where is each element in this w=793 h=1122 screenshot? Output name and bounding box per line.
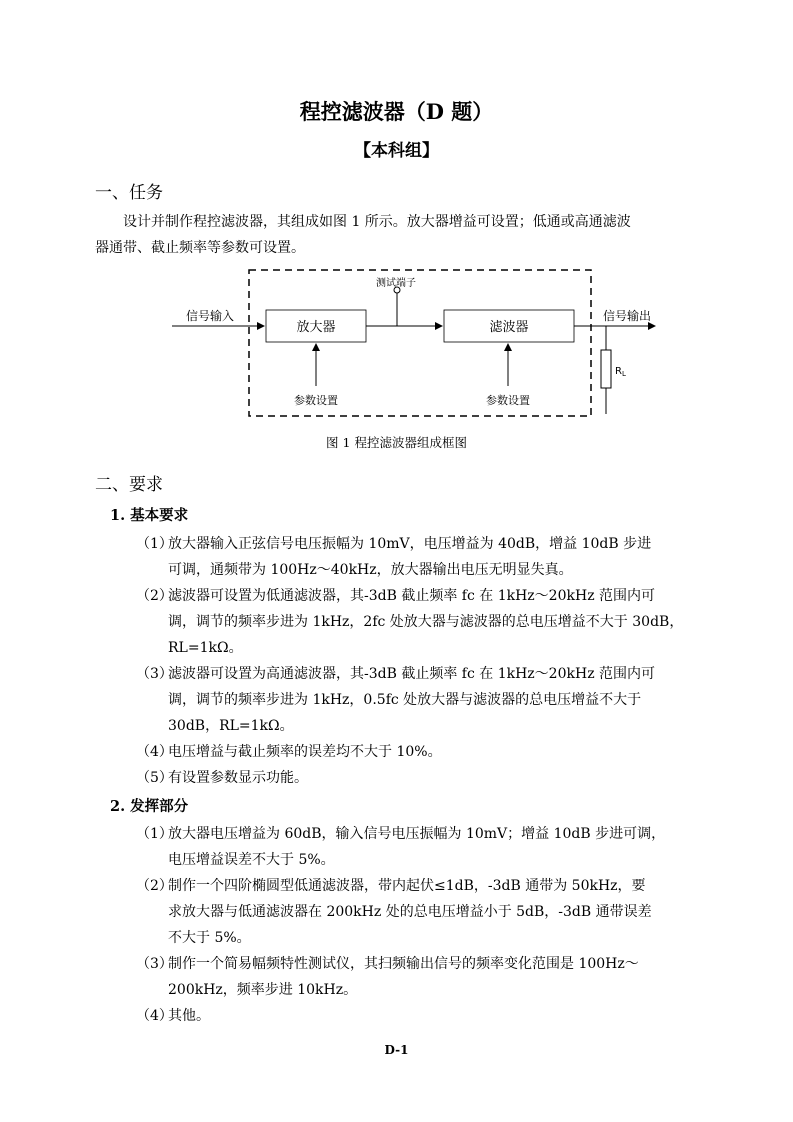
basic-item-4 [136,739,699,765]
item-line: 调，调节的频率步进为 1kHz，2fc 处放大器与滤波器的总电压增益不大于 30dB， [168,614,684,630]
task-paragraph [95,209,699,261]
item-number: （1） [136,536,173,552]
item-line: 有设置参数显示功能。 [168,770,308,786]
item-line: 不大于 5%。 [168,930,251,946]
item-line: 放大器输入正弦信号电压振幅为 10mV，电压增益为 40dB，增益 10dB 步进 [168,536,652,552]
resistor-label: $R_L$ [615,366,626,378]
signal-input-label: 信号输入 [185,309,235,323]
page-title: 程控滤波器（D 题） [299,99,494,124]
signal-output-label: 信号输出 [602,309,652,323]
item-line: 调，调节的频率步进为 1kHz，0.5fc 处放大器与滤波器的总电压增益不大于 [168,692,642,708]
item-line: 200kHz，频率步进 10kHz。 [168,982,358,998]
task-paragraph-line-2: 器通带、截止频率等参数可设置。 [95,240,305,256]
item-number: （5） [136,770,173,786]
amp-param-label: 参数设置 [294,394,338,407]
advanced-item-2 [136,873,699,951]
item-line: 30dB，RL=1kΩ。 [168,718,294,734]
item-line: 电压增益误差不大于 5%。 [168,852,335,868]
basic-item-3 [136,661,699,739]
advanced-item-4 [136,1003,699,1029]
filter-label: 滤波器 [489,320,529,335]
page-number: D-1 [384,1043,409,1057]
advanced-requirements-heading: 2. 发挥部分 [110,798,189,815]
advanced-item-1 [136,821,699,873]
item-number: （2） [136,878,173,894]
item-line: 求放大器与低通滤波器在 200kHz 处的总电压增益小于 5dB，-3dB 通带误差 [168,904,652,920]
section-heading-task: 一、任务 [95,183,163,203]
load-resistor [601,350,611,388]
basic-item-5 [136,765,699,791]
basic-item-2 [136,583,699,661]
item-line: 可调，通频带为 100Hz～40kHz，放大器输出电压无明显失真。 [168,562,573,578]
filter-param-label: 参数设置 [486,394,530,407]
item-line: 滤波器可设置为高通滤波器，其-3dB 截止频率 fc 在 1kHz～20kHz 范围内可 [168,666,656,682]
block-diagram [0,260,793,430]
item-line: 制作一个四阶椭圆型低通滤波器，带内起伏≤1dB，-3dB 通带为 50kHz，要 [168,878,646,894]
item-line: 电压增益与截止频率的误差均不大于 10%。 [168,744,442,760]
item-line: 制作一个简易幅频特性测试仪，其扫频输出信号的频率变化范围是 100Hz～ [168,956,639,972]
page-subtitle: 【本科组】 [354,141,439,161]
task-paragraph-line-1: 设计并制作程控滤波器，其组成如图 1 所示。放大器增益可设置；低通或高通滤波 [123,214,631,230]
item-number: （2） [136,588,173,604]
item-number: （4） [136,744,173,760]
item-line: 其他。 [168,1008,210,1024]
item-number: （1） [136,826,173,842]
item-line: 放大器电压增益为 60dB，输入信号电压振幅为 10mV；增益 10dB 步进可调， [168,826,666,842]
amplifier-label: 放大器 [296,320,336,335]
basic-requirements-heading: 1. 基本要求 [110,507,189,524]
section-heading-requirements: 二、要求 [95,475,163,495]
figure-caption: 图 1 程控滤波器组成框图 [326,435,467,450]
basic-item-1 [136,531,699,583]
item-number: （3） [136,956,173,972]
item-line: RL=1kΩ。 [168,640,243,656]
advanced-item-3 [136,951,699,1003]
item-line: 滤波器可设置为低通滤波器，其-3dB 截止频率 fc 在 1kHz～20kHz 范围内可 [168,588,656,604]
item-number: （4） [136,1008,173,1024]
test-terminal-label: 测试端子 [376,278,416,289]
item-number: （3） [136,666,173,682]
